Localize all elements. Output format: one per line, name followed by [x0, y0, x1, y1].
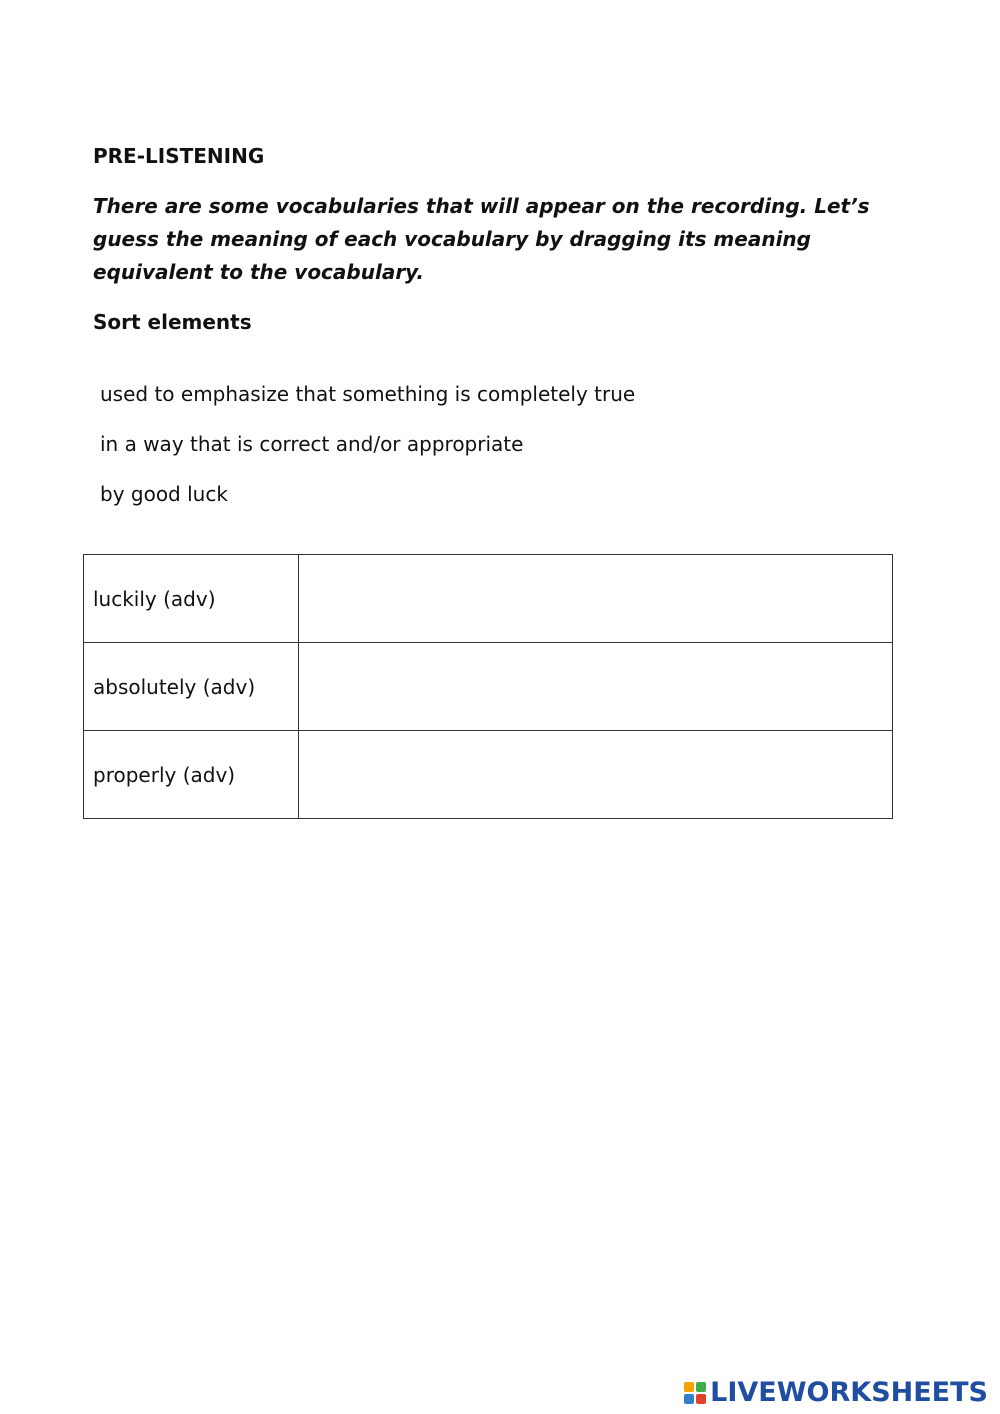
logo-tile — [684, 1382, 694, 1392]
draggable-options-list — [100, 380, 800, 530]
drop-zone-properly[interactable] — [299, 731, 893, 819]
sort-elements-label: Sort elements — [93, 310, 252, 334]
logo-wordmark: LIVEWORKSHEETS — [710, 1377, 988, 1408]
logo-tile — [696, 1394, 706, 1404]
logo-tile — [696, 1382, 706, 1392]
table-row — [84, 731, 893, 819]
liveworksheets-logo — [684, 1377, 988, 1408]
drop-zone-luckily[interactable] — [299, 555, 893, 643]
draggable-option-correct[interactable]: in a way that is correct and/or appropriate — [100, 432, 524, 456]
logo-tile — [684, 1394, 694, 1404]
draggable-option-emphasize[interactable]: used to emphasize that something is completely true — [100, 382, 636, 406]
table-row — [84, 643, 893, 731]
logo-mark-icon — [684, 1382, 706, 1404]
vocab-term-absolutely: absolutely (adv) — [84, 643, 299, 731]
section-heading: PRE-LISTENING — [93, 144, 265, 168]
vocabulary-table — [83, 554, 893, 819]
vocab-term-properly: properly (adv) — [84, 731, 299, 819]
drop-zone-absolutely[interactable] — [299, 643, 893, 731]
table-row — [84, 555, 893, 643]
draggable-option-good-luck[interactable]: by good luck — [100, 482, 228, 506]
instructions-text: There are some vocabularies that will appear on the recording. Let’s guess the meaning of each vocabulary by dragging its meaning equivalent to the vocabulary. — [93, 194, 870, 284]
vocab-term-luckily: luckily (adv) — [84, 555, 299, 643]
